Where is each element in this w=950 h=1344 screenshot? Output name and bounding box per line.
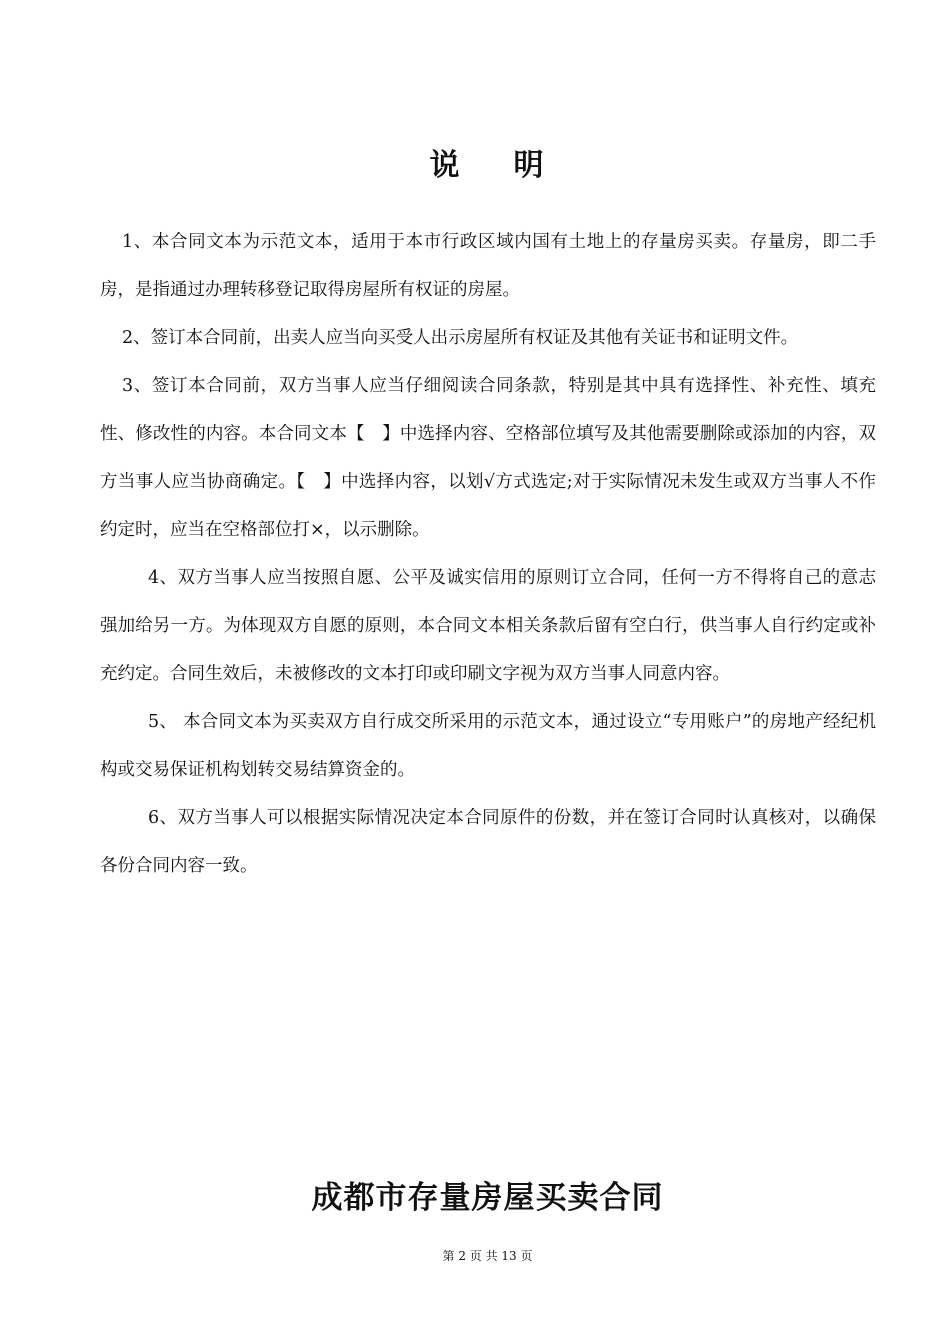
instruction-paragraph-3: 3、签订本合同前，双方当事人应当仔细阅读合同条款，特别是其中具有选择性、补充性、填充性、修改性的内容。本合同文本【 】中选择内容、空格部位填写及其他需要删除或添加的内容，双方当事人应当协商确定。【 】中选择内容，以划√方式选定;对于实际情况未发生或双方当事人不作约定时，应当在空格部位打×，以示删除。 <box>100 376 876 540</box>
instruction-paragraph-2: 2、签订本合同前，出卖人应当向买受人出示房屋所有权证及其他有关证书和证明文件。 <box>122 328 799 348</box>
heading-char-1: 说 <box>429 148 462 183</box>
instruction-paragraph-5: 5、 本合同文本为买卖双方自行成交所采用的示范文本，通过设立“专用账户”的房地产经纪机构或交易保证机构划转交易结算资金的。 <box>100 712 876 780</box>
instruction-paragraph-1: 1、本合同文本为示范文本，适用于本市行政区域内国有土地上的存量房买卖。存量房，即二手房，是指通过办理转移登记取得房屋所有权证的房屋。 <box>100 232 876 300</box>
instruction-paragraph-4: 4、双方当事人应当按照自愿、公平及诚实信用的原则订立合同，任何一方不得将自己的意志强加给另一方。为体现双方自愿的原则，本合同文本相关条款后留有空白行，供当事人自行约定或补充约定。合同生效后，未被修改的文本打印或印刷文字视为双方当事人同意内容。 <box>100 568 876 684</box>
page-number: 第 2 页 共 13 页 <box>442 1249 533 1263</box>
contract-title: 成都市存量房屋买卖合同 <box>311 1180 664 1216</box>
instruction-paragraph-6: 6、双方当事人可以根据实际情况决定本合同原件的份数，并在签订合同时认真核对，以确保各份合同内容一致。 <box>100 808 876 876</box>
heading-char-2: 明 <box>513 148 546 183</box>
section-heading <box>0 146 950 186</box>
instructions-body <box>100 218 876 890</box>
